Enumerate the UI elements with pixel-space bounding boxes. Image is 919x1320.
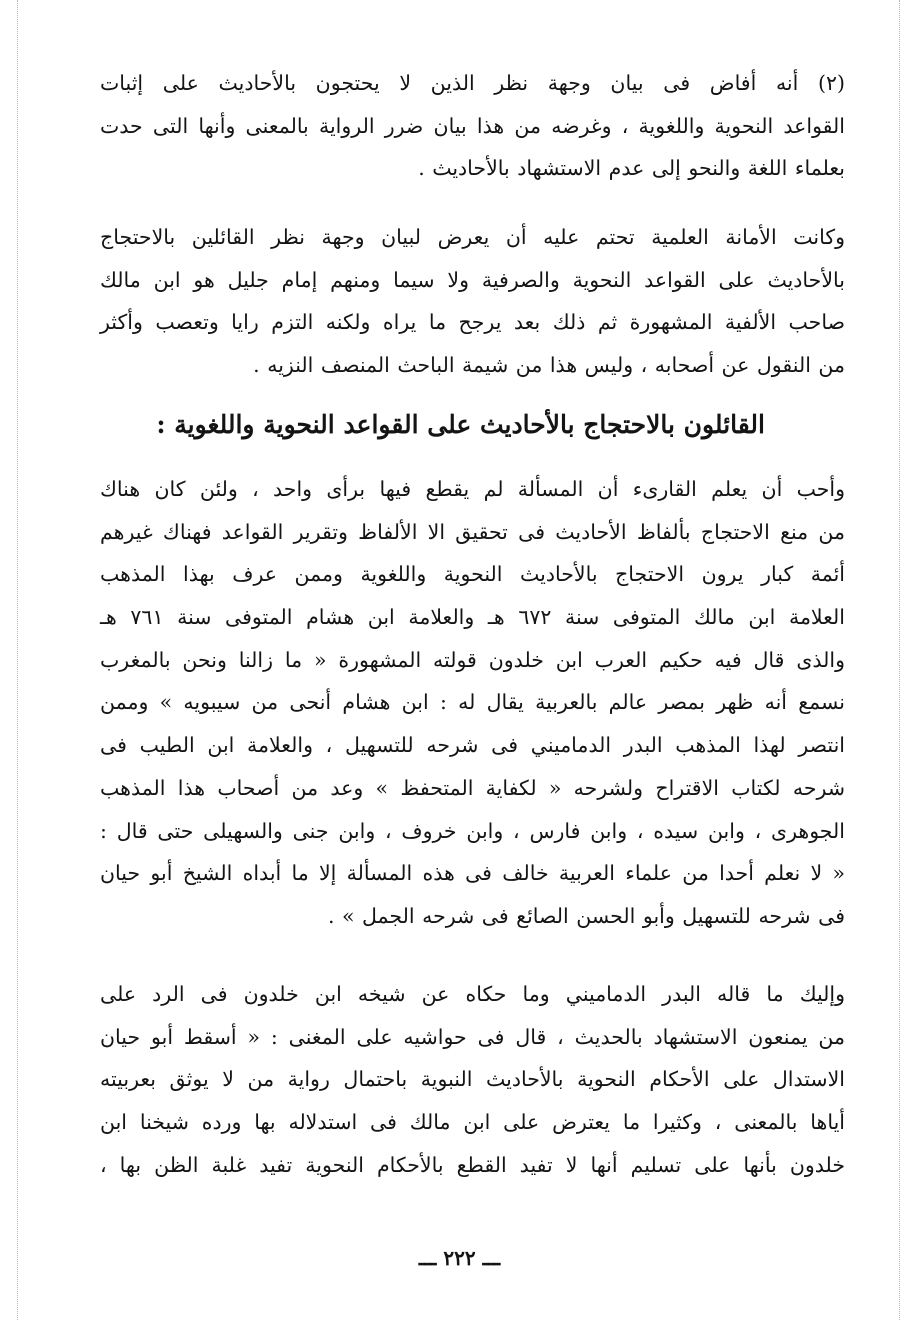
scan-edge-dots-left xyxy=(17,0,18,1320)
text-line: فى شرحه للتسهيل وأبو الحسن الصائع فى شرحه الجمل » . xyxy=(327,903,845,928)
text-line: (٢) أنه أفاض فى بيان وجهة نظر الذين لا يحتجون بالأحاديث على إثبات xyxy=(100,71,845,95)
text-line: بالأحاديث على القواعد النحوية والصرفية ولا سيما ومنهم إمام جليل هو ابن مالك xyxy=(100,267,845,292)
paragraph-scholarly-integrity xyxy=(100,216,845,387)
text-line: « لا نعلم أحدا من علماء العربية خالف فى هذه المسألة إلا ما أبداه الشيخ أبو حيان xyxy=(100,861,845,886)
paragraph-damamini-quote xyxy=(100,973,845,1186)
text-line: شرحه لكتاب الاقتراح ولشرحه « لكفاية المتحفظ » وعد من أصحاب هذا المذهب xyxy=(100,775,845,800)
paragraph-point-2 xyxy=(100,62,845,190)
text-line: أئمة كبار يرون الاحتجاج بالأحاديث النحوية واللغوية وممن عرف بهذا المذهب xyxy=(100,562,845,587)
text-line: والذى قال فيه حكيم العرب ابن خلدون قولته المشهورة « ما زالنا ونحن بالمغرب xyxy=(100,647,845,672)
text-line: أياها بالمعنى ، وكثيرا ما يعترض على ابن مالك فى استدلاله بها ورده شيخنا ابن xyxy=(100,1110,845,1135)
text-line: بعلماء اللغة والنحو إلى عدم الاستشهاد بالأحاديث . xyxy=(418,156,845,181)
text-line: القواعد النحوية واللغوية ، وغرضه من هذا بيان ضرر الرواية بالمعنى وأنها التى حدت xyxy=(100,113,845,138)
text-line: خلدون بأنها على تسليم أنها لا تفيد القطع بالأحكام النحوية تفيد غلبة الظن بها ، xyxy=(100,1152,845,1177)
section-heading: القائلون بالاحتجاج بالأحاديث على القواعد النحوية واللغوية : xyxy=(156,410,765,439)
scan-edge-dots-right xyxy=(899,0,900,1320)
text-line: من يمنعون الاستشهاد بالحديث ، قال فى حواشيه على المغنى : « أسقط أبو حيان xyxy=(100,1024,845,1049)
text-line: من النقول عن أصحابه ، وليس هذا من شيمة الباحث المنصف النزيه . xyxy=(253,353,845,378)
text-line: صاحب الألفية المشهورة ثم ذلك بعد يرجح ما يراه ولكنه التزم رايا وتعصب وأكثر xyxy=(100,310,845,335)
text-line: انتصر لهذا المذهب البدر الدماميني فى شرحه للتسهيل ، والعلامة ابن الطيب فى xyxy=(100,733,845,758)
text-line: وكانت الأمانة العلمية تحتم عليه أن يعرض لبيان وجهة نظر القائلين بالاحتجاج xyxy=(100,225,845,249)
text-line: وإليك ما قاله البدر الدماميني وما حكاه عن شيخه ابن خلدون فى الرد على xyxy=(100,982,846,1006)
text-line: الاستدال على الأحكام النحوية بالأحاديث النبوية باحتمال رواية من لا يوثق بعربيته xyxy=(100,1067,845,1092)
paragraph-proponents xyxy=(100,468,845,938)
text-line: نسمع أنه ظهر بمصر عالم بالعربية يقال له : ابن هشام أنحى من سيبويه » وممن xyxy=(100,690,845,715)
text-line: من منع الاحتجاج بألفاظ الأحاديث فى تحقيق الا الألفاظ وتقرير القواعد فهناك غيرهم xyxy=(100,519,845,544)
text-line: وأحب أن يعلم القارىء أن المسألة لم يقطع فيها برأى واحد ، ولئن كان هناك xyxy=(100,477,845,501)
text-line: العلامة ابن مالك المتوفى سنة ٦٧٢ هـ والعلامة ابن هشام المتوفى سنة ٧٦١ هـ xyxy=(100,605,845,630)
text-line: الجوهرى ، وابن سيده ، وابن فارس ، وابن خروف ، وابن جنى والسهيلى حتى قال : xyxy=(100,818,845,843)
page-number: ـــ ٢٢٢ ـــ xyxy=(418,1246,501,1270)
